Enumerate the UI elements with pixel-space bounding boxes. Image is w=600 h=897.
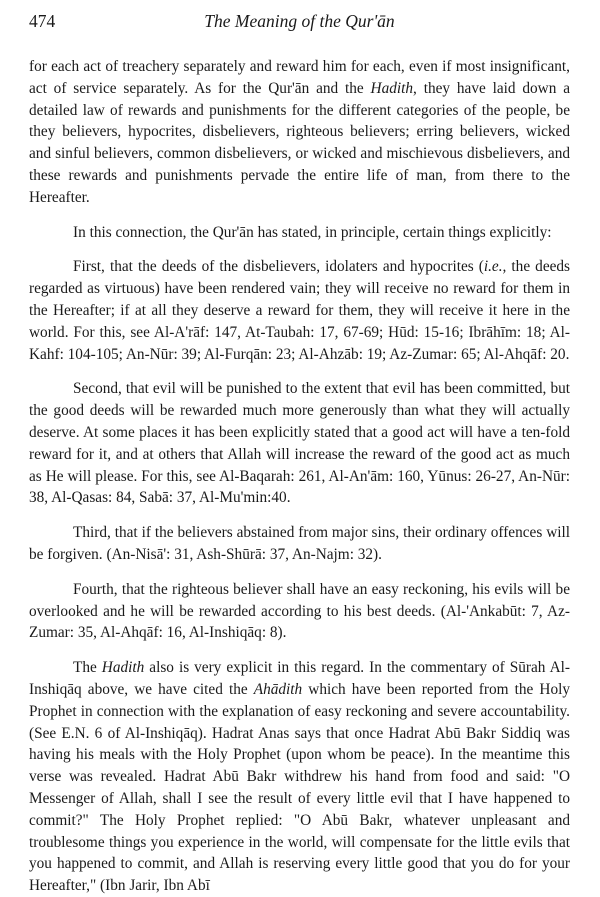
italic-term: Hadith (370, 79, 414, 97)
running-title: The Meaning of the Qur'ān (204, 11, 395, 31)
paragraph-6: Fourth, that the righteous believer shall have an easy reckoning, his evils will be overlooked and he will be rewarded according to his best deeds. (Al-'Ankabūt: 7, Az-Zumar: 35, Al-Ahqāf: 16, Al-Inshiqāq: 8). (29, 580, 570, 642)
italic-term: Hadith (101, 659, 145, 677)
paragraph-1: for each act of treachery separately and reward him for each, even if most insignificant, act of service separately. As for the Qur'ān and the Hadith, they have laid down a detailed law of rewards and punishments for the different categories of the people, be they believers, hypocrites, disbelievers, righteous believers; erring believers, wicked and sinful believers, common disbelievers, or wicked and mischievous disbelievers, and these rewards and punishments pervade the entire life of man, from there to the Hereafter. (29, 58, 570, 206)
paragraph-3: First, that the deeds of the disbelievers, idolaters and hypocrites (i.e., the deeds regarded as virtuous) have been rendered vain; they will receive no reward for them in the Hereafter; if at all they deserve a reward for them, they will receive it here in the world. For this, see Al-A'rāf: 147, At-Taubah: 17, 67-69; Hūd: 15-16; Ibrāhīm: 18; Al-Kahf: 104-105; An-Nūr: 39; Al-Furqān: 23; Al-Ahzāb: 19; Az-Zumar: 65; Al-Ahqāf: 20. (29, 258, 570, 363)
page-number: 474 (29, 11, 56, 31)
paragraph-2: In this connection, the Qur'ān has stated, in principle, certain things explicitly: (73, 223, 552, 241)
paragraph-4: Second, that evil will be punished to the extent that evil has been committed, but the good deeds will be rewarded much more generously than what they will actually deserve. At some places it has been explicitly stated that a good act will have a ten-fold reward for it, and at others that Allah will increase the reward of the good act as much as He will please. For this, see Al-Baqarah: 261, Al-An'ām: 160, Yūnus: 26-27, An-Nūr: 38, Al-Qasas: 84, Sabā: 37, Al-Mu'min:40. (29, 380, 570, 507)
paragraph-7: The Hadith also is very explicit in this regard. In the commentary of Sūrah Al-Inshiqāq above, we have cited the Ahādith which have been reported from the Holy Prophet in connection with the explanation of easy reckoning and severe accountability. (See E.N. 6 of Al-Inshiqāq). Hadrat Anas says that once Hadrat Abū Bakr Siddiq was having his meals with the Holy Prophet (upon whom be peace). In the meantime this verse was revealed. Hadrat Abū Bakr withdrew his hand from food and said: "O Messenger of Allah, shall I see the result of every little evil that I have happened to commit?" The Holy Prophet replied: "O Abū Bakr, whatever unpleasant and troublesome things you experience in the world, will compensate for the little evils that you happened to commit, and Allah is reserving every little good that you do for your Hereafter," (Ibn Jarir, Ibn Abī (29, 659, 570, 895)
italic-term: i.e., (483, 258, 507, 276)
page-header (29, 8, 570, 38)
paragraph-5: Third, that if the believers abstained from major sins, their ordinary offences will be forgiven. (An-Nisā': 31, Ash-Shūrā: 37, An-Najm: 32). (29, 524, 570, 563)
italic-term: Ahādith (253, 680, 303, 698)
body-text (29, 56, 570, 897)
